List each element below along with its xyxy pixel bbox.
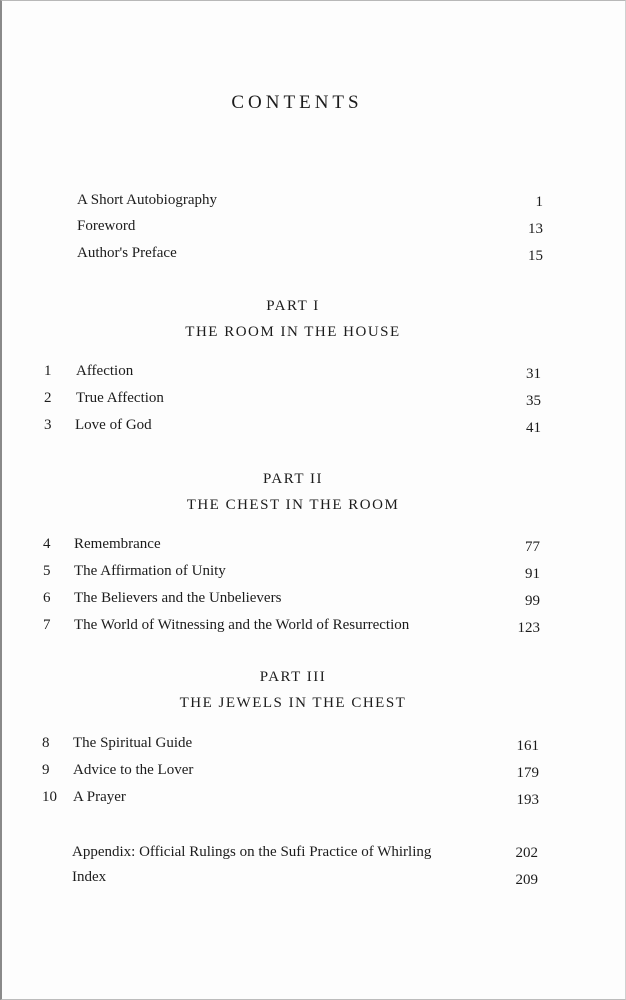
toc-chapter[interactable] xyxy=(44,360,541,382)
toc-entry[interactable] xyxy=(72,866,538,888)
toc-chapter[interactable] xyxy=(42,732,539,754)
toc-entry-page: 1 xyxy=(535,194,543,210)
chapter-page: 77 xyxy=(525,539,540,555)
toc-entry-page: 13 xyxy=(528,221,543,237)
part-title: THE CHEST IN THE ROOM xyxy=(186,497,400,513)
toc-entry-label: Foreword xyxy=(77,218,136,234)
chapter-label: The Believers and the Unbelievers xyxy=(74,590,282,606)
chapter-number: 1 xyxy=(44,363,52,379)
part-number: PART III xyxy=(259,669,327,685)
chapter-page: 179 xyxy=(516,765,539,781)
part-number: PART I xyxy=(266,298,320,314)
toc-chapter[interactable] xyxy=(44,387,541,409)
chapter-page: 35 xyxy=(526,393,541,409)
toc-entry-label: Index xyxy=(72,869,107,885)
part-title: THE JEWELS IN THE CHEST xyxy=(179,695,407,711)
toc-entry[interactable] xyxy=(77,242,543,264)
toc-chapter[interactable] xyxy=(44,414,541,436)
chapter-label: The Spiritual Guide xyxy=(73,735,193,751)
chapter-label: The Affirmation of Unity xyxy=(74,563,226,579)
part-number: PART II xyxy=(262,471,324,487)
toc-entry[interactable] xyxy=(72,841,538,863)
chapter-number: 5 xyxy=(43,563,51,579)
chapter-number: 9 xyxy=(42,762,50,778)
toc-chapter[interactable] xyxy=(42,786,539,808)
toc-entry-page: 15 xyxy=(528,248,543,264)
toc-chapter[interactable] xyxy=(43,533,540,555)
toc-entry[interactable] xyxy=(77,189,543,211)
chapter-number: 8 xyxy=(42,735,50,751)
chapter-page: 99 xyxy=(525,593,540,609)
toc-entry-label: Appendix: Official Rulings on the Sufi Practice of Whirling xyxy=(72,844,432,860)
toc-chapter[interactable] xyxy=(43,614,540,636)
chapter-label: A Prayer xyxy=(73,789,126,805)
toc-entry-page: 209 xyxy=(515,872,538,888)
chapter-number: 4 xyxy=(43,536,51,552)
toc-entry-page: 202 xyxy=(515,845,538,861)
chapter-label: Love of God xyxy=(75,417,152,433)
chapter-number: 10 xyxy=(42,789,57,805)
toc-entry[interactable] xyxy=(77,215,543,237)
chapter-number: 7 xyxy=(43,617,51,633)
chapter-page: 161 xyxy=(516,738,539,754)
chapter-page: 91 xyxy=(525,566,540,582)
chapter-label: True Affection xyxy=(76,390,164,406)
chapter-number: 3 xyxy=(44,417,52,433)
part-title: THE ROOM IN THE HOUSE xyxy=(185,324,401,340)
chapter-page: 31 xyxy=(526,366,541,382)
chapter-number: 2 xyxy=(44,390,52,406)
chapter-label: Advice to the Lover xyxy=(73,762,194,778)
toc-chapter[interactable] xyxy=(42,759,539,781)
toc-chapter[interactable] xyxy=(43,560,540,582)
toc-entry-label: Author's Preface xyxy=(77,245,177,261)
chapter-page: 193 xyxy=(516,792,539,808)
page-title: CONTENTS xyxy=(231,92,363,113)
chapter-label: Remembrance xyxy=(74,536,161,552)
chapter-label: The World of Witnessing and the World of Resurrection xyxy=(74,617,410,633)
chapter-label: Affection xyxy=(76,363,134,379)
toc-entry-label: A Short Autobiography xyxy=(77,192,218,208)
chapter-number: 6 xyxy=(43,590,51,606)
chapter-page: 41 xyxy=(526,420,541,436)
toc-chapter[interactable] xyxy=(43,587,540,609)
chapter-page: 123 xyxy=(517,620,540,636)
